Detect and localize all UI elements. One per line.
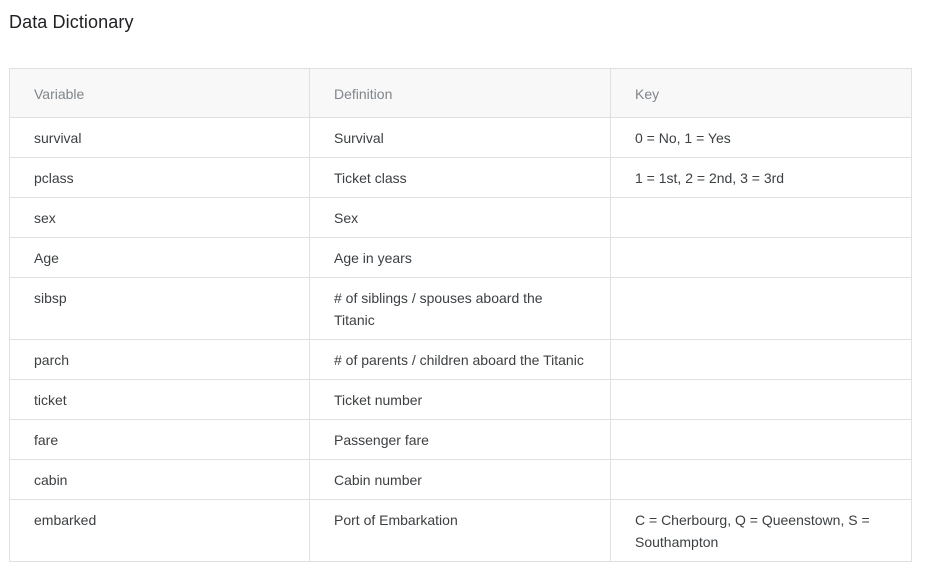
cell-key xyxy=(611,238,912,278)
cell-variable: survival xyxy=(10,118,310,158)
cell-variable: ticket xyxy=(10,380,310,420)
cell-definition: Ticket number xyxy=(310,380,611,420)
cell-variable: sex xyxy=(10,198,310,238)
cell-variable: embarked xyxy=(10,500,310,562)
cell-definition: Passenger fare xyxy=(310,420,611,460)
cell-definition: # of parents / children aboard the Titanic xyxy=(310,340,611,380)
cell-definition: Age in years xyxy=(310,238,611,278)
cell-key xyxy=(611,198,912,238)
cell-definition: Sex xyxy=(310,198,611,238)
cell-key xyxy=(611,278,912,340)
cell-key xyxy=(611,460,912,500)
table-row xyxy=(10,158,912,198)
header-row xyxy=(10,69,912,118)
cell-variable: pclass xyxy=(10,158,310,198)
data-dictionary-table xyxy=(9,68,912,562)
table-row xyxy=(10,460,912,500)
table-row xyxy=(10,500,912,562)
cell-definition: # of siblings / spouses aboard the Titanic xyxy=(310,278,611,340)
cell-variable: fare xyxy=(10,420,310,460)
cell-key: 0 = No, 1 = Yes xyxy=(611,118,912,158)
cell-key xyxy=(611,420,912,460)
column-header-key: Key xyxy=(611,69,912,118)
cell-definition: Survival xyxy=(310,118,611,158)
table-row xyxy=(10,380,912,420)
cell-definition: Ticket class xyxy=(310,158,611,198)
cell-variable: sibsp xyxy=(10,278,310,340)
cell-definition: Cabin number xyxy=(310,460,611,500)
table-header xyxy=(10,69,912,118)
column-header-variable: Variable xyxy=(10,69,310,118)
table-body xyxy=(10,118,912,562)
table-row xyxy=(10,198,912,238)
table-row xyxy=(10,118,912,158)
table-row xyxy=(10,238,912,278)
table-row xyxy=(10,278,912,340)
cell-key xyxy=(611,340,912,380)
table-row xyxy=(10,340,912,380)
table-row xyxy=(10,420,912,460)
cell-variable: parch xyxy=(10,340,310,380)
cell-key xyxy=(611,380,912,420)
cell-key: C = Cherbourg, Q = Queenstown, S = Southampton xyxy=(611,500,912,562)
column-header-definition: Definition xyxy=(310,69,611,118)
cell-variable: cabin xyxy=(10,460,310,500)
cell-definition: Port of Embarkation xyxy=(310,500,611,562)
cell-key: 1 = 1st, 2 = 2nd, 3 = 3rd xyxy=(611,158,912,198)
cell-variable: Age xyxy=(10,238,310,278)
page-title: Data Dictionary xyxy=(9,12,134,32)
